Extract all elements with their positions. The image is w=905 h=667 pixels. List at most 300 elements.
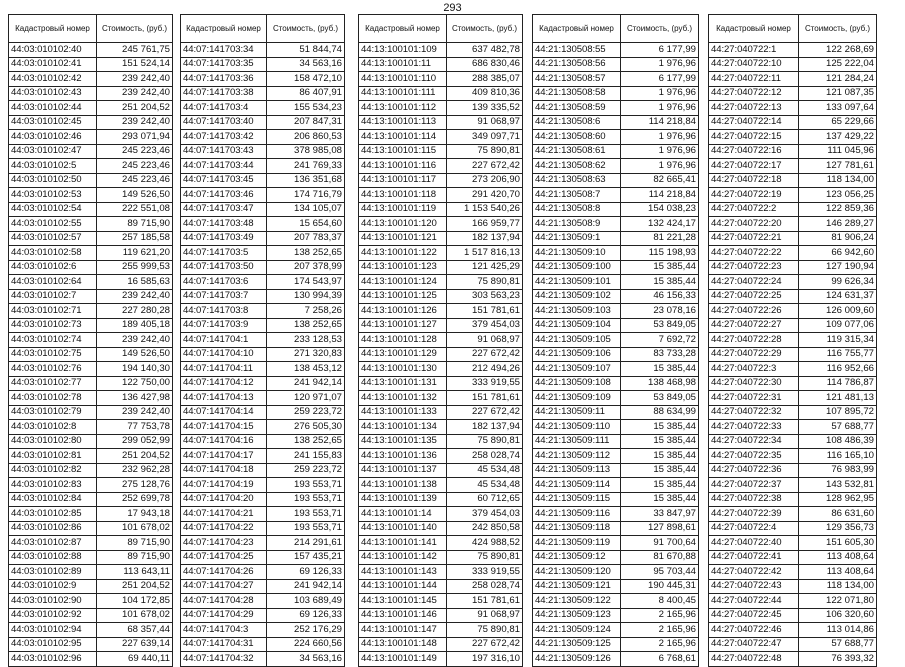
table-row — [533, 478, 699, 493]
cadastral-number-cell: 44:03:010102:58 — [9, 246, 97, 261]
table-row — [359, 275, 523, 290]
table-row — [709, 608, 877, 623]
table-row — [533, 637, 699, 652]
cost-cell: 258 028,74 — [447, 449, 523, 464]
cost-cell: 113 408,64 — [799, 550, 877, 565]
cost-cell: 34 563,16 — [267, 57, 345, 72]
cadastral-number-cell: 44:13:100101:133 — [359, 405, 447, 420]
cost-cell: 16 585,63 — [97, 275, 173, 290]
table-body — [709, 43, 877, 667]
cost-cell: 182 137,94 — [447, 420, 523, 435]
table-row — [9, 521, 173, 536]
cost-cell: 89 715,90 — [97, 217, 173, 232]
cost-cell: 1 976,96 — [621, 57, 699, 72]
table-row — [181, 434, 345, 449]
cadastral-number-cell: 44:21:130508:8 — [533, 202, 621, 217]
cadastral-number-cell: 44:21:130508:9 — [533, 217, 621, 232]
table-row — [709, 623, 877, 638]
table-row — [181, 420, 345, 435]
cost-cell: 174 543,97 — [267, 275, 345, 290]
cost-cell: 136 351,68 — [267, 173, 345, 188]
cost-cell: 113 014,86 — [799, 623, 877, 638]
cadastral-number-cell: 44:27:040722:23 — [709, 260, 799, 275]
table-row — [709, 434, 877, 449]
cadastral-number-cell: 44:21:130509:12 — [533, 550, 621, 565]
cadastral-number-cell: 44:21:130508:63 — [533, 173, 621, 188]
cost-cell: 57 688,77 — [799, 637, 877, 652]
cost-cell: 15 385,44 — [621, 478, 699, 493]
cadastral-number-cell: 44:27:040722:16 — [709, 144, 799, 159]
cost-cell: 299 052,99 — [97, 434, 173, 449]
table-row — [533, 608, 699, 623]
table-row — [359, 217, 523, 232]
cadastral-number-cell: 44:21:130508:6 — [533, 115, 621, 130]
table-row — [709, 565, 877, 580]
cost-cell: 271 320,83 — [267, 347, 345, 362]
table-row — [359, 536, 523, 551]
table-row — [181, 217, 345, 232]
table-row — [181, 72, 345, 87]
header-cadastral-number: Кадастровый номер — [181, 15, 267, 43]
cadastral-number-cell: 44:13:100101:115 — [359, 144, 447, 159]
table-row — [709, 550, 877, 565]
table-row — [9, 246, 173, 261]
cost-cell: 86 407,91 — [267, 86, 345, 101]
cadastral-number-cell: 44:03:010102:8 — [9, 420, 97, 435]
cadastral-number-cell: 44:27:040722:30 — [709, 376, 799, 391]
cost-cell: 197 316,10 — [447, 652, 523, 667]
table-row — [533, 507, 699, 522]
cadastral-number-cell: 44:13:100101:14 — [359, 507, 447, 522]
table-row — [533, 652, 699, 667]
table-row — [359, 260, 523, 275]
cadastral-number-cell: 44:27:040722:21 — [709, 231, 799, 246]
cost-cell: 114 218,84 — [621, 115, 699, 130]
cost-cell: 207 847,31 — [267, 115, 345, 130]
cost-cell: 1 153 540,26 — [447, 202, 523, 217]
cost-cell: 88 634,99 — [621, 405, 699, 420]
header-cadastral-number: Кадастровый номер — [9, 15, 97, 43]
cadastral-number-cell: 44:07:141704:18 — [181, 463, 267, 478]
cost-cell: 239 242,40 — [97, 405, 173, 420]
cost-cell: 127 781,61 — [799, 159, 877, 174]
table-row — [181, 594, 345, 609]
cadastral-number-cell: 44:03:010102:81 — [9, 449, 97, 464]
cadastral-number-cell: 44:03:010102:40 — [9, 43, 97, 58]
cadastral-number-cell: 44:21:130508:60 — [533, 130, 621, 145]
cost-cell: 89 715,90 — [97, 536, 173, 551]
cadastral-number-cell: 44:07:141703:5 — [181, 246, 267, 261]
header-cadastral-number: Кадастровый номер — [709, 15, 799, 43]
table-row — [359, 144, 523, 159]
table-row — [181, 478, 345, 493]
table-row — [9, 637, 173, 652]
table-row — [9, 376, 173, 391]
table-row — [181, 362, 345, 377]
cost-cell: 114 786,87 — [799, 376, 877, 391]
cadastral-number-cell: 44:13:100101:141 — [359, 536, 447, 551]
table-row — [709, 202, 877, 217]
table-row — [533, 260, 699, 275]
cost-cell: 69 440,11 — [97, 652, 173, 667]
cost-cell: 194 140,30 — [97, 362, 173, 377]
cadastral-number-cell: 44:03:010102:78 — [9, 391, 97, 406]
table-row — [533, 347, 699, 362]
table-row — [533, 231, 699, 246]
cadastral-number-cell: 44:27:040722:22 — [709, 246, 799, 261]
table-row — [709, 144, 877, 159]
table-row — [359, 318, 523, 333]
cost-cell: 242 850,58 — [447, 521, 523, 536]
cost-cell: 154 038,23 — [621, 202, 699, 217]
cost-cell: 139 335,52 — [447, 101, 523, 116]
cost-cell: 101 678,02 — [97, 521, 173, 536]
table-row — [359, 101, 523, 116]
cadastral-number-cell: 44:03:010102:75 — [9, 347, 97, 362]
table-row — [181, 202, 345, 217]
cost-cell: 227 280,28 — [97, 304, 173, 319]
cadastral-number-cell: 44:13:100101:132 — [359, 391, 447, 406]
cost-cell: 122 859,36 — [799, 202, 877, 217]
cost-cell: 239 242,40 — [97, 333, 173, 348]
cadastral-number-cell: 44:03:010102:89 — [9, 565, 97, 580]
cadastral-number-cell: 44:07:141703:45 — [181, 173, 267, 188]
cadastral-number-cell: 44:03:010102:95 — [9, 637, 97, 652]
cadastral-number-cell: 44:13:100101:124 — [359, 275, 447, 290]
cost-table-2 — [180, 14, 345, 667]
cost-cell: 151 781,61 — [447, 304, 523, 319]
cadastral-number-cell: 44:07:141704:29 — [181, 608, 267, 623]
cost-cell: 65 229,66 — [799, 115, 877, 130]
table-row — [9, 405, 173, 420]
table-row — [359, 405, 523, 420]
cost-cell: 116 952,66 — [799, 362, 877, 377]
cost-cell: 273 206,90 — [447, 173, 523, 188]
cadastral-number-cell: 44:07:141704:27 — [181, 579, 267, 594]
table-row — [9, 492, 173, 507]
cost-cell: 128 962,95 — [799, 492, 877, 507]
cadastral-number-cell: 44:03:010102:94 — [9, 623, 97, 638]
cadastral-number-cell: 44:27:040722:33 — [709, 420, 799, 435]
cadastral-number-cell: 44:27:040722:46 — [709, 623, 799, 638]
table-row — [709, 594, 877, 609]
cost-cell: 214 291,61 — [267, 536, 345, 551]
cadastral-number-cell: 44:21:130509:125 — [533, 637, 621, 652]
table-row — [533, 217, 699, 232]
table-row — [709, 507, 877, 522]
cost-cell: 122 071,80 — [799, 594, 877, 609]
cadastral-number-cell: 44:03:010102:9 — [9, 579, 97, 594]
table-row — [181, 579, 345, 594]
cost-cell: 333 919,55 — [447, 565, 523, 580]
table-row — [181, 376, 345, 391]
table-body — [359, 43, 523, 667]
cost-cell: 119 315,34 — [799, 333, 877, 348]
cadastral-number-cell: 44:03:010102:64 — [9, 275, 97, 290]
cost-cell: 2 165,96 — [621, 637, 699, 652]
cadastral-number-cell: 44:21:130508:62 — [533, 159, 621, 174]
cadastral-number-cell: 44:27:040722:39 — [709, 507, 799, 522]
cadastral-number-cell: 44:27:040722:26 — [709, 304, 799, 319]
table-row — [533, 304, 699, 319]
cost-cell: 193 553,71 — [267, 478, 345, 493]
table-row — [181, 333, 345, 348]
cadastral-number-cell: 44:27:040722:31 — [709, 391, 799, 406]
cost-cell: 109 077,06 — [799, 318, 877, 333]
table-row — [181, 115, 345, 130]
table-row — [9, 130, 173, 145]
table-body — [181, 43, 345, 667]
cost-cell: 15 385,44 — [621, 362, 699, 377]
cadastral-number-cell: 44:13:100101:138 — [359, 478, 447, 493]
cadastral-number-cell: 44:07:141704:28 — [181, 594, 267, 609]
cadastral-number-cell: 44:13:100101:130 — [359, 362, 447, 377]
table-row — [181, 449, 345, 464]
cost-cell: 69 126,33 — [267, 608, 345, 623]
table-row — [359, 478, 523, 493]
cadastral-number-cell: 44:07:141704:13 — [181, 391, 267, 406]
table-row — [9, 594, 173, 609]
cadastral-number-cell: 44:27:040722:25 — [709, 289, 799, 304]
cadastral-number-cell: 44:27:040722:14 — [709, 115, 799, 130]
cadastral-number-cell: 44:03:010102:71 — [9, 304, 97, 319]
table-row — [533, 144, 699, 159]
cost-cell: 137 429,22 — [799, 130, 877, 145]
cadastral-number-cell: 44:07:141703:38 — [181, 86, 267, 101]
cost-cell: 7 258,26 — [267, 304, 345, 319]
cost-cell: 15 385,44 — [621, 260, 699, 275]
cadastral-number-cell: 44:13:100101:137 — [359, 463, 447, 478]
table-row — [359, 391, 523, 406]
cadastral-number-cell: 44:27:040722:42 — [709, 565, 799, 580]
table-row — [181, 318, 345, 333]
table-row — [181, 521, 345, 536]
cost-cell: 15 385,44 — [621, 492, 699, 507]
cadastral-number-cell: 44:13:100101:142 — [359, 550, 447, 565]
table-row — [181, 43, 345, 58]
cadastral-number-cell: 44:03:010102:73 — [9, 318, 97, 333]
cadastral-number-cell: 44:13:100101:114 — [359, 130, 447, 145]
cadastral-number-cell: 44:13:100101:11 — [359, 57, 447, 72]
cost-cell: 193 553,71 — [267, 492, 345, 507]
cost-cell: 69 126,33 — [267, 565, 345, 580]
cadastral-number-cell: 44:27:040722:17 — [709, 159, 799, 174]
cost-cell: 1 976,96 — [621, 144, 699, 159]
cost-cell: 114 218,84 — [621, 188, 699, 203]
table-row — [181, 57, 345, 72]
table-row — [181, 608, 345, 623]
table-row — [359, 652, 523, 667]
cadastral-number-cell: 44:03:010102:92 — [9, 608, 97, 623]
cadastral-number-cell: 44:21:130508:56 — [533, 57, 621, 72]
cost-cell: 239 242,40 — [97, 115, 173, 130]
table-row — [359, 565, 523, 580]
cost-cell: 127 898,61 — [621, 521, 699, 536]
cadastral-number-cell: 44:27:040722:15 — [709, 130, 799, 145]
table-row — [359, 202, 523, 217]
cost-cell: 255 999,53 — [97, 260, 173, 275]
cost-cell: 130 994,39 — [267, 289, 345, 304]
table-row — [181, 623, 345, 638]
cost-cell: 1 976,96 — [621, 159, 699, 174]
table-row — [533, 188, 699, 203]
table-row — [709, 217, 877, 232]
table-row — [533, 420, 699, 435]
cost-cell: 123 056,25 — [799, 188, 877, 203]
cadastral-number-cell: 44:27:040722:44 — [709, 594, 799, 609]
cost-cell: 81 670,88 — [621, 550, 699, 565]
cost-cell: 107 895,72 — [799, 405, 877, 420]
cadastral-number-cell: 44:13:100101:123 — [359, 260, 447, 275]
cadastral-number-cell: 44:13:100101:116 — [359, 159, 447, 174]
cost-cell: 120 971,07 — [267, 391, 345, 406]
cost-cell: 118 134,00 — [799, 579, 877, 594]
cost-cell: 637 482,78 — [447, 43, 523, 58]
table-row — [9, 434, 173, 449]
table-row — [533, 115, 699, 130]
cost-cell: 241 769,33 — [267, 159, 345, 174]
cost-cell: 7 692,72 — [621, 333, 699, 348]
cadastral-number-cell: 44:21:130509:105 — [533, 333, 621, 348]
cadastral-number-cell: 44:21:130509:104 — [533, 318, 621, 333]
table-row — [181, 289, 345, 304]
cadastral-number-cell: 44:07:141703:42 — [181, 130, 267, 145]
header-cost: Стоимость, (руб.) — [621, 15, 699, 43]
cost-cell: 224 660,56 — [267, 637, 345, 652]
table-row — [709, 231, 877, 246]
table-row — [9, 57, 173, 72]
cost-cell: 75 890,81 — [447, 144, 523, 159]
cost-cell: 76 393,32 — [799, 652, 877, 667]
cadastral-number-cell: 44:07:141703:8 — [181, 304, 267, 319]
cost-cell: 121 481,13 — [799, 391, 877, 406]
cadastral-number-cell: 44:07:141704:10 — [181, 347, 267, 362]
table-row — [533, 594, 699, 609]
table-row — [359, 159, 523, 174]
cost-cell: 121 425,29 — [447, 260, 523, 275]
cost-cell: 206 860,53 — [267, 130, 345, 145]
cadastral-number-cell: 44:07:141704:16 — [181, 434, 267, 449]
table-row — [181, 231, 345, 246]
cadastral-number-cell: 44:21:130509:119 — [533, 536, 621, 551]
table-row — [709, 101, 877, 116]
cost-cell: 252 176,29 — [267, 623, 345, 638]
cadastral-number-cell: 44:27:040722:11 — [709, 72, 799, 87]
cadastral-number-cell: 44:21:130509:11 — [533, 405, 621, 420]
table-row — [533, 463, 699, 478]
cost-cell: 60 712,65 — [447, 492, 523, 507]
cost-cell: 241 942,14 — [267, 579, 345, 594]
cadastral-number-cell: 44:07:141704:25 — [181, 550, 267, 565]
cadastral-number-cell: 44:27:040722:32 — [709, 405, 799, 420]
cost-cell: 33 847,97 — [621, 507, 699, 522]
cost-cell: 276 505,30 — [267, 420, 345, 435]
cadastral-number-cell: 44:03:010102:5 — [9, 159, 97, 174]
table-row — [709, 449, 877, 464]
cost-cell: 207 783,37 — [267, 231, 345, 246]
cadastral-number-cell: 44:27:040722:47 — [709, 637, 799, 652]
cadastral-number-cell: 44:07:141703:40 — [181, 115, 267, 130]
cost-cell: 174 716,79 — [267, 188, 345, 203]
cost-cell: 23 078,16 — [621, 304, 699, 319]
table-row — [533, 318, 699, 333]
table-row — [709, 391, 877, 406]
cadastral-number-cell: 44:07:141703:43 — [181, 144, 267, 159]
table-row — [709, 463, 877, 478]
cost-cell: 151 524,14 — [97, 57, 173, 72]
cost-cell: 113 643,11 — [97, 565, 173, 580]
header-cadastral-number: Кадастровый номер — [359, 15, 447, 43]
table-row — [9, 652, 173, 667]
table-row — [181, 159, 345, 174]
cadastral-number-cell: 44:13:100101:113 — [359, 115, 447, 130]
table-row — [9, 318, 173, 333]
cadastral-number-cell: 44:27:040722:27 — [709, 318, 799, 333]
cost-table-3 — [358, 14, 523, 667]
table-row — [9, 72, 173, 87]
cost-cell: 379 454,03 — [447, 507, 523, 522]
table-row — [359, 507, 523, 522]
cadastral-number-cell: 44:03:010102:54 — [9, 202, 97, 217]
cadastral-number-cell: 44:13:100101:149 — [359, 652, 447, 667]
table-row — [359, 594, 523, 609]
header-cost: Стоимость, (руб.) — [267, 15, 345, 43]
cost-cell: 686 830,46 — [447, 57, 523, 72]
table-row — [359, 362, 523, 377]
table-row — [709, 478, 877, 493]
cost-cell: 51 844,74 — [267, 43, 345, 58]
cost-cell: 291 420,70 — [447, 188, 523, 203]
cost-cell: 275 128,76 — [97, 478, 173, 493]
cadastral-number-cell: 44:27:040722:48 — [709, 652, 799, 667]
cadastral-number-cell: 44:21:130509:114 — [533, 478, 621, 493]
cadastral-number-cell: 44:13:100101:144 — [359, 579, 447, 594]
cost-cell: 1 976,96 — [621, 86, 699, 101]
table-row — [533, 72, 699, 87]
cadastral-number-cell: 44:07:141703:35 — [181, 57, 267, 72]
table-row — [359, 550, 523, 565]
cadastral-number-cell: 44:27:040722:41 — [709, 550, 799, 565]
cadastral-number-cell: 44:07:141704:12 — [181, 376, 267, 391]
cost-cell: 75 890,81 — [447, 275, 523, 290]
cadastral-number-cell: 44:07:141704:1 — [181, 333, 267, 348]
table-row — [709, 333, 877, 348]
table-row — [533, 391, 699, 406]
table-row — [181, 536, 345, 551]
table-row — [9, 362, 173, 377]
table-row — [709, 173, 877, 188]
table-row — [9, 536, 173, 551]
cadastral-number-cell: 44:27:040722:24 — [709, 275, 799, 290]
cost-cell: 66 942,60 — [799, 246, 877, 261]
cost-cell: 53 849,05 — [621, 318, 699, 333]
cadastral-number-cell: 44:27:040722:19 — [709, 188, 799, 203]
cost-cell: 251 204,52 — [97, 101, 173, 116]
cost-cell: 34 563,16 — [267, 652, 345, 667]
cadastral-number-cell: 44:07:141703:36 — [181, 72, 267, 87]
cadastral-number-cell: 44:03:010102:84 — [9, 492, 97, 507]
cadastral-number-cell: 44:21:130508:59 — [533, 101, 621, 116]
cost-cell: 57 688,77 — [799, 420, 877, 435]
cost-cell: 103 689,49 — [267, 594, 345, 609]
table-row — [181, 188, 345, 203]
table-row — [359, 188, 523, 203]
table-row — [9, 565, 173, 580]
table-row — [709, 289, 877, 304]
cost-cell: 99 626,34 — [799, 275, 877, 290]
cadastral-number-cell: 44:03:010102:90 — [9, 594, 97, 609]
cadastral-number-cell: 44:13:100101:148 — [359, 637, 447, 652]
